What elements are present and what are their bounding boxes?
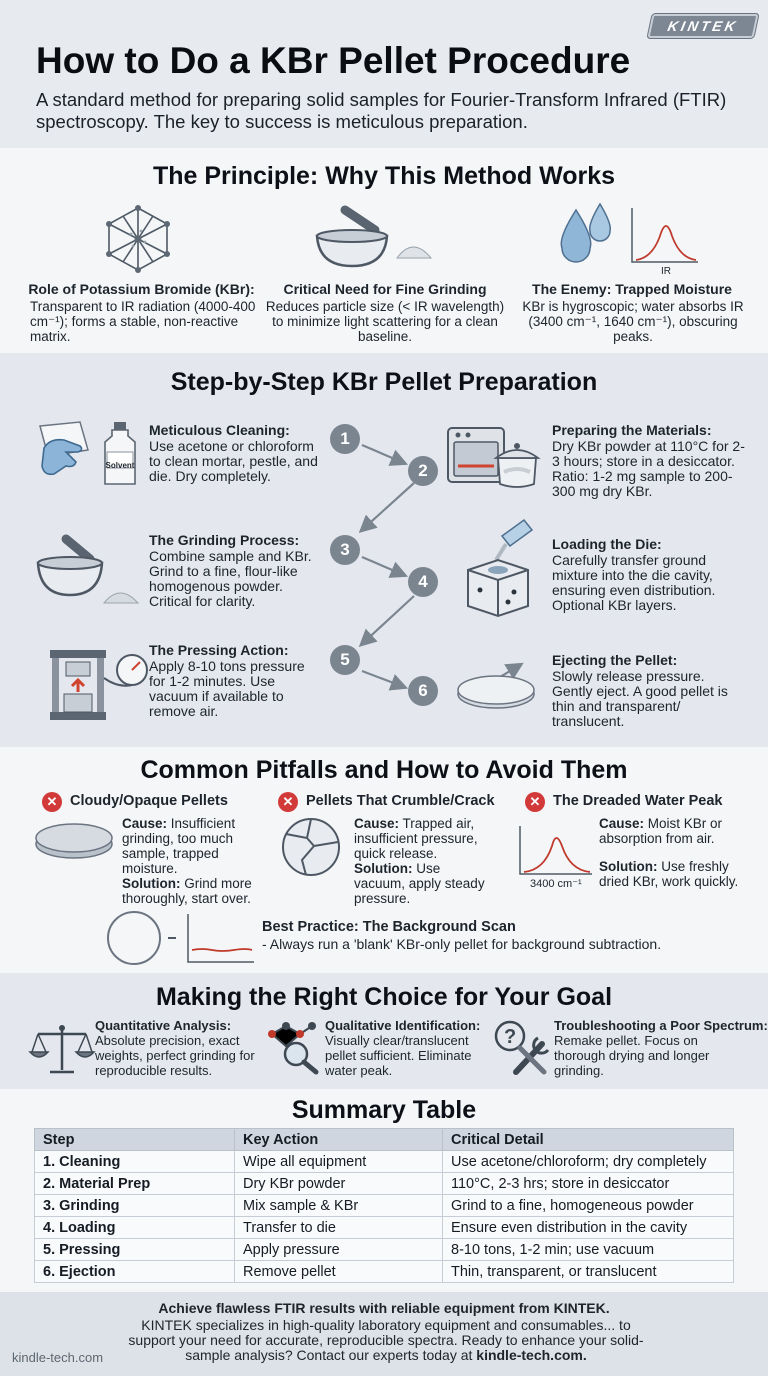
pitfall-1-cause: Insufficient grinding, too much sample, trapped moisture. <box>122 816 236 876</box>
pitfall-2-text <box>354 816 494 906</box>
blank-pellet-baseline-icon <box>106 910 256 966</box>
summary-heading: Summary Table <box>291 1096 477 1124</box>
principle-body-kbr: Transparent to IR radiation (4000-400 cm⁻¹); forms a stable, non-reactive matrix. <box>30 299 256 344</box>
column-header: Key Action <box>235 1129 443 1151</box>
summary-table <box>34 1128 734 1283</box>
cracked-pellet-icon <box>280 816 342 878</box>
principle-title-kbr: Role of Potassium Bromide (KBr): <box>28 281 255 297</box>
solution-label: Solution: <box>122 876 181 891</box>
cause-label: Cause: <box>122 816 168 831</box>
table-cell: Use acetone/chloroform; dry completely <box>443 1151 734 1173</box>
step-6-body: Slowly release pressure. Gently eject. A good pellet is thin and transparent/ translucent. <box>552 668 728 729</box>
solvent-label: Solvent <box>105 461 135 470</box>
table-cell: Apply pressure <box>235 1239 443 1261</box>
water-peak-chart-icon <box>518 824 594 876</box>
principle-title-moisture: The Enemy: Trapped Moisture <box>532 281 732 297</box>
step-2-title: Preparing the Materials: <box>552 422 712 438</box>
balance-scale-icon <box>34 1022 90 1076</box>
water-peak-label: 3400 cm⁻¹ <box>530 878 582 890</box>
solution-label: Solution: <box>599 859 658 874</box>
pitfalls-heading: Common Pitfalls and How to Avoid Them <box>140 756 628 784</box>
desiccator-icon <box>494 438 540 490</box>
table-cell: Transfer to die <box>235 1217 443 1239</box>
table-cell: 5. Pressing <box>35 1239 235 1261</box>
choice-3-body: Remake pellet. Focus on thorough drying and longer grinding. <box>554 1033 710 1078</box>
table-cell: 6. Ejection <box>35 1261 235 1283</box>
error-x-icon: ✕ <box>525 792 545 812</box>
pitfall-3-solution-text <box>599 859 759 889</box>
hydraulic-press-icon <box>48 648 152 722</box>
pitfall-2-cause: Trapped air, insufficient pressure, quick release. <box>354 816 478 861</box>
pellet-disc-icon <box>456 672 536 712</box>
step-1-body: Use acetone or chloroform to clean mortar, pestle, and die. Dry completely. <box>149 438 318 484</box>
table-row <box>35 1239 734 1261</box>
best-practice-title: Best Practice: The Background Scan <box>262 919 516 935</box>
step-6-title: Ejecting the Pellet: <box>552 652 678 668</box>
grinding-mortar-icon <box>36 535 140 605</box>
footer-headline: Achieve flawless FTIR results with reliable equipment from KINTEK. <box>158 1300 610 1316</box>
step-4-title: Loading the Die: <box>552 536 662 552</box>
cause-label: Cause: <box>354 816 400 831</box>
table-cell: 8-10 tons, 1-2 min; use vacuum <box>443 1239 734 1261</box>
die-loading-icon <box>462 520 534 616</box>
table-cell: Remove pellet <box>235 1261 443 1283</box>
choice-3-title: Troubleshooting a Poor Spectrum: <box>554 1018 768 1033</box>
step-number-1: 1 <box>330 424 360 454</box>
svg-text:?: ? <box>504 1026 517 1048</box>
column-header: Step <box>35 1129 235 1151</box>
pitfall-2-solution: Use vacuum, apply steady pressure. <box>354 861 485 906</box>
table-cell: 1. Cleaning <box>35 1151 235 1173</box>
step-4-body: Carefully transfer ground mixture into the die cavity, ensuring even distribution. Optional KBr layers. <box>552 552 716 613</box>
footer-contact-link[interactable]: kindle-tech.com. <box>476 1347 587 1363</box>
kintek-logo: KINTEK <box>647 14 758 38</box>
principle-body-moisture: KBr is hygroscopic; water absorbs IR (3400 cm⁻¹, 1640 cm⁻¹), obscuring peaks. <box>522 299 744 344</box>
page-subtitle: A standard method for preparing solid samples for Fourier-Transform Infrared (FTIR) spectroscopy. The key to success is meticulous preparation. <box>36 89 727 132</box>
principle-body-grinding: Reduces particle size (< IR wavelength) to minimize light scattering for a clean baseline. <box>265 299 505 344</box>
step-number-3: 3 <box>330 535 360 565</box>
error-x-icon: ✕ <box>278 792 298 812</box>
step-5-body: Apply 8-10 tons pressure for 1-2 minutes. Use vacuum if available to remove air. <box>149 658 305 719</box>
pitfall-3-title: The Dreaded Water Peak <box>553 793 723 809</box>
step-number-6: 6 <box>408 676 438 706</box>
footer-body <box>124 1318 648 1363</box>
error-x-icon: ✕ <box>42 792 62 812</box>
best-practice-body: - Always run a 'blank' KBr-only pellet for background subtraction. <box>262 936 662 952</box>
solvent-bottle-icon <box>102 422 138 486</box>
table-row <box>35 1261 734 1283</box>
table-cell: 3. Grinding <box>35 1195 235 1217</box>
step-1-title: Meticulous Cleaning: <box>149 422 290 438</box>
table-row <box>35 1173 734 1195</box>
mortar-pestle-icon <box>313 204 433 274</box>
page-title: How to Do a KBr Pellet Procedure <box>36 40 631 81</box>
step-number-5: 5 <box>330 645 360 675</box>
table-cell: Thin, transparent, or translucent <box>443 1261 734 1283</box>
pitfall-3-cause: Moist KBr or absorption from air. <box>599 816 723 846</box>
step-3-body: Combine sample and KBr. Grind to a fine, flour-like homogenous powder. Critical for clarity. <box>149 548 312 609</box>
gloved-hand-wipe-icon <box>36 420 96 480</box>
column-header: Critical Detail <box>443 1129 734 1151</box>
table-cell: 4. Loading <box>35 1217 235 1239</box>
footer-body-text: KINTEK specializes in high-quality laboratory equipment and consumables... to support your need for accurate, reproducible spectra. Ready to enhance your solid-sample analysis? Contact our experts today at <box>128 1317 644 1363</box>
table-row <box>35 1151 734 1173</box>
step-number-4: 4 <box>408 567 438 597</box>
table-cell: Grind to a fine, homogeneous powder <box>443 1195 734 1217</box>
water-drops-icon <box>556 204 616 264</box>
choice-2-body: Visually clear/translucent pellet sufficient. Eliminate water peak. <box>325 1033 472 1078</box>
troubleshoot-tools-icon <box>494 1020 550 1076</box>
choice-2-title: Qualitative Identification: <box>325 1018 481 1033</box>
principle-title-grinding: Critical Need for Fine Grinding <box>283 281 487 297</box>
ir-axis-label: IR <box>661 266 671 277</box>
table-cell: 110°C, 2-3 hrs; store in desiccator <box>443 1173 734 1195</box>
step-2-body: Dry KBr powder at 110°C for 2-3 hours; store in a desiccator. Ratio: 1-2 mg sample to 200-300 mg dry KBr. <box>552 438 745 499</box>
table-cell: 2. Material Prep <box>35 1173 235 1195</box>
crystal-lattice-icon <box>103 204 173 274</box>
table-header-row <box>35 1129 734 1151</box>
pitfall-1-title: Cloudy/Opaque Pellets <box>70 793 228 809</box>
pitfall-1-text <box>122 816 272 906</box>
table-row <box>35 1195 734 1217</box>
step-3-title: The Grinding Process: <box>149 532 300 548</box>
table-cell: Ensure even distribution in the cavity <box>443 1217 734 1239</box>
choice-1-body: Absolute precision, exact weights, perfect grinding for reproducible results. <box>95 1033 255 1078</box>
pitfall-1-solution: Grind more thoroughly, start over. <box>122 876 252 906</box>
pitfall-2-title: Pellets That Crumble/Crack <box>306 793 495 809</box>
step-number-2: 2 <box>408 456 438 486</box>
principle-heading: The Principle: Why This Method Works <box>152 162 616 190</box>
step-5-title: The Pressing Action: <box>149 642 289 658</box>
table-cell: Dry KBr powder <box>235 1173 443 1195</box>
molecule-magnifier-icon <box>266 1020 322 1074</box>
pitfall-3-cause-text <box>599 816 755 846</box>
cloudy-pellet-icon <box>34 820 114 860</box>
table-cell: Wipe all equipment <box>235 1151 443 1173</box>
solution-label: Solution: <box>354 861 413 876</box>
ir-peak-chart-icon <box>630 206 700 266</box>
cause-label: Cause: <box>599 816 645 831</box>
choice-heading: Making the Right Choice for Your Goal <box>155 983 613 1011</box>
table-row <box>35 1217 734 1239</box>
pitfall-3-solution: Use freshly dried KBr, work quickly. <box>599 859 739 889</box>
steps-heading: Step-by-Step KBr Pellet Preparation <box>170 368 598 396</box>
footer-site[interactable]: kindle-tech.com <box>12 1350 104 1365</box>
choice-1-title: Quantitative Analysis: <box>95 1018 232 1033</box>
table-cell: Mix sample & KBr <box>235 1195 443 1217</box>
